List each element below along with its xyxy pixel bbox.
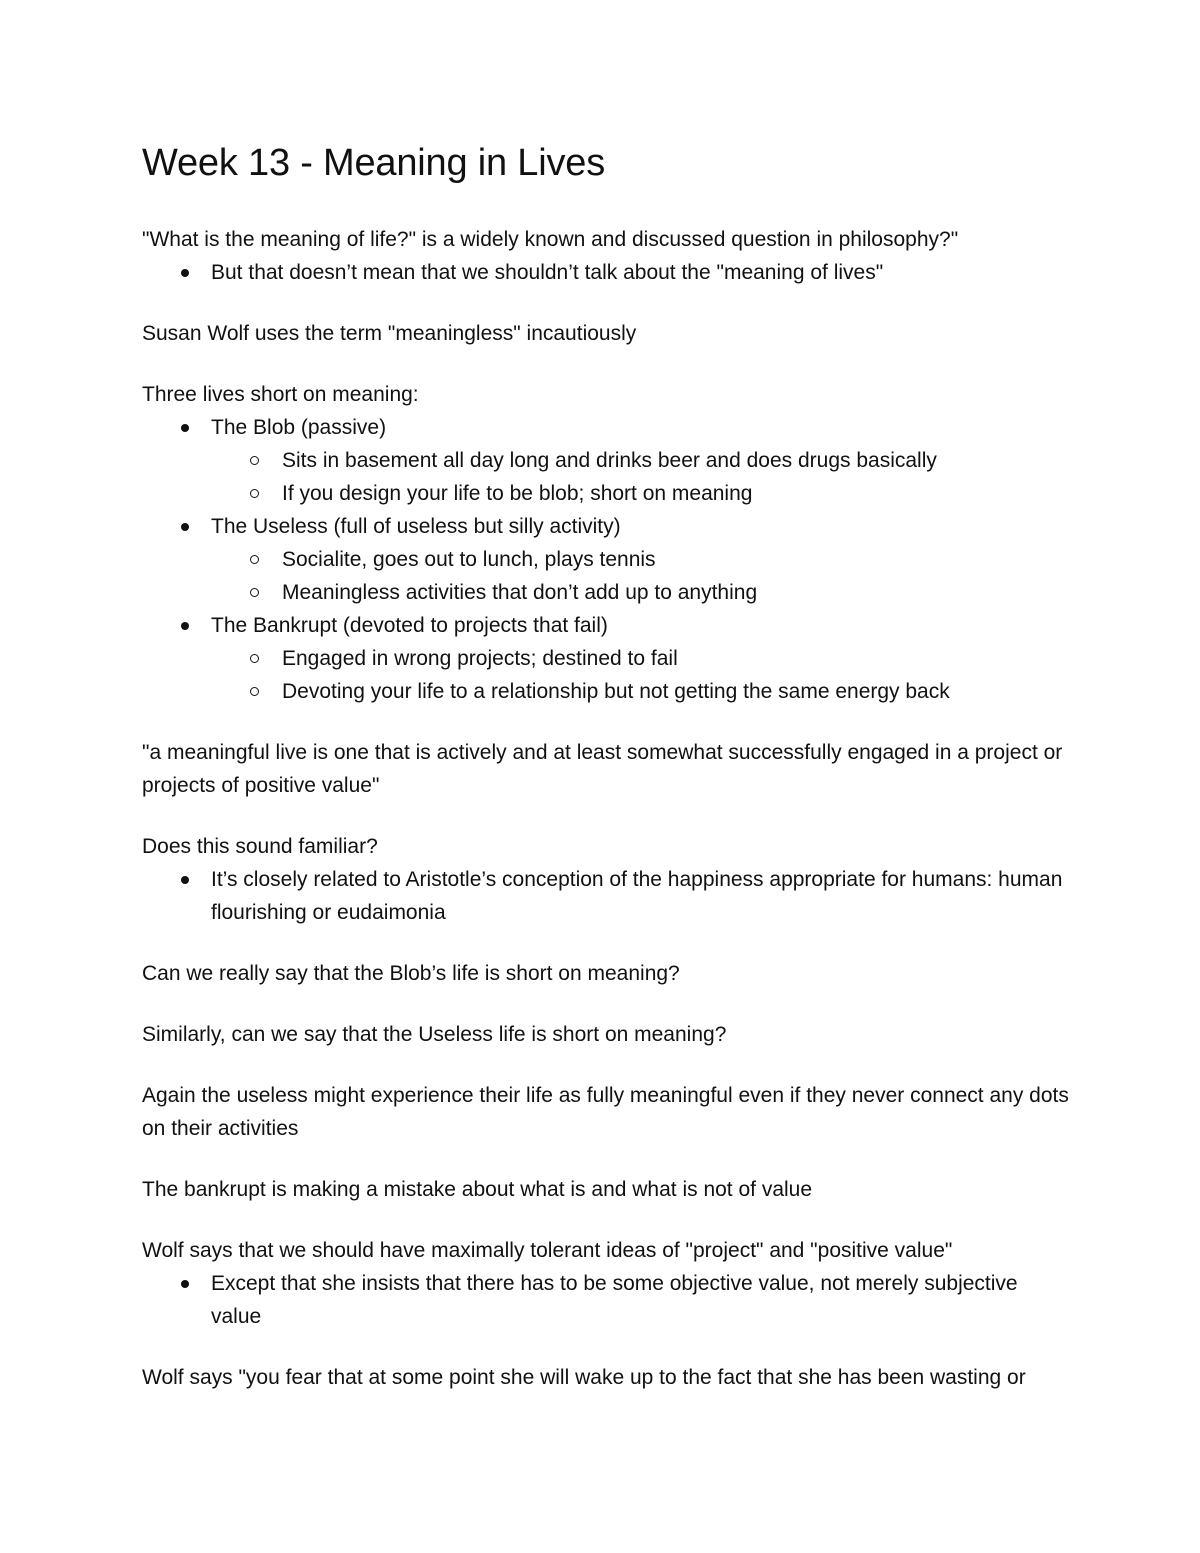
list-item: Except that she insists that there has to be some objective value, not merely subjective value	[142, 1267, 1072, 1333]
sub-list-item: If you design your life to be blob; short on meaning	[211, 477, 1072, 510]
sub-list	[211, 543, 1072, 609]
sub-list-item: Engaged in wrong projects; destined to fail	[211, 642, 1072, 675]
paragraph-useless-question: Similarly, can we say that the Useless life is short on meaning?	[142, 1023, 727, 1046]
paragraph-sound-familiar: Does this sound familiar?	[142, 835, 378, 858]
bullet-icon	[181, 269, 189, 277]
bullet-list	[142, 863, 1072, 929]
hollow-bullet-icon	[250, 555, 259, 564]
hollow-bullet-icon	[250, 489, 259, 498]
list-item: It’s closely related to Aristotle’s conception of the happiness appropriate for humans: human flourishing or eudaimonia	[142, 863, 1072, 929]
paragraph-useless-meaningful: Again the useless might experience their life as fully meaningful even if they never connect any dots on their activities	[142, 1084, 1069, 1140]
list-item-blob: The Blob (passive) Sits in basement all day long and drinks beer and does drugs basically If you design your life to be blob; short on meaning	[142, 411, 1072, 510]
paragraph-susan-wolf: Susan Wolf uses the term "meaningless" incautiously	[142, 322, 637, 345]
lives-list	[142, 411, 1072, 708]
list-item-bankrupt: The Bankrupt (devoted to projects that fail) Engaged in wrong projects; destined to fail Devoting your life to a relationship but not getting the same energy back	[142, 609, 1072, 708]
sub-list	[211, 444, 1072, 510]
sub-list	[211, 642, 1072, 708]
hollow-bullet-icon	[250, 687, 259, 696]
bullet-list	[142, 256, 1072, 289]
paragraph-wolf-says-fear: Wolf says "you fear that at some point she will wake up to the fact that she has been wasting or	[142, 1366, 1026, 1389]
hollow-bullet-icon	[250, 456, 259, 465]
bullet-icon	[181, 876, 189, 884]
sub-list-item: Sits in basement all day long and drinks beer and does drugs basically	[211, 444, 1072, 477]
paragraph-tolerant-ideas: Wolf says that we should have maximally tolerant ideas of "project" and "positive value"	[142, 1239, 953, 1262]
bullet-icon	[181, 622, 189, 630]
paragraph-three-lives: Three lives short on meaning:	[142, 383, 419, 406]
hollow-bullet-icon	[250, 588, 259, 597]
sub-list-item: Meaningless activities that don’t add up to anything	[211, 576, 1072, 609]
sub-list-item: Socialite, goes out to lunch, plays tennis	[211, 543, 1072, 576]
bullet-icon	[181, 1280, 189, 1288]
page-title: Week 13 - Meaning in Lives	[142, 142, 606, 184]
paragraph-meaningful-life-quote: "a meaningful live is one that is actively and at least somewhat successfully engaged in a project or projects of positive value"	[142, 741, 1063, 797]
bullet-list	[142, 1267, 1072, 1333]
bullet-icon	[181, 424, 189, 432]
list-item: But that doesn’t mean that we shouldn’t talk about the "meaning of lives"	[142, 256, 1072, 289]
sub-list-item: Devoting your life to a relationship but not getting the same energy back	[211, 675, 1072, 708]
paragraph-blob-question: Can we really say that the Blob’s life is short on meaning?	[142, 962, 680, 985]
hollow-bullet-icon	[250, 654, 259, 663]
bullet-icon	[181, 523, 189, 531]
paragraph-bankrupt-mistake: The bankrupt is making a mistake about what is and what is not of value	[142, 1178, 813, 1201]
list-item-useless: The Useless (full of useless but silly activity) Socialite, goes out to lunch, plays tennis Meaningless activities that don’t add up to anything	[142, 510, 1072, 609]
paragraph-meaning-of-life: "What is the meaning of life?" is a widely known and discussed question in philosophy?"	[142, 228, 959, 251]
document-page	[142, 138, 1072, 1394]
